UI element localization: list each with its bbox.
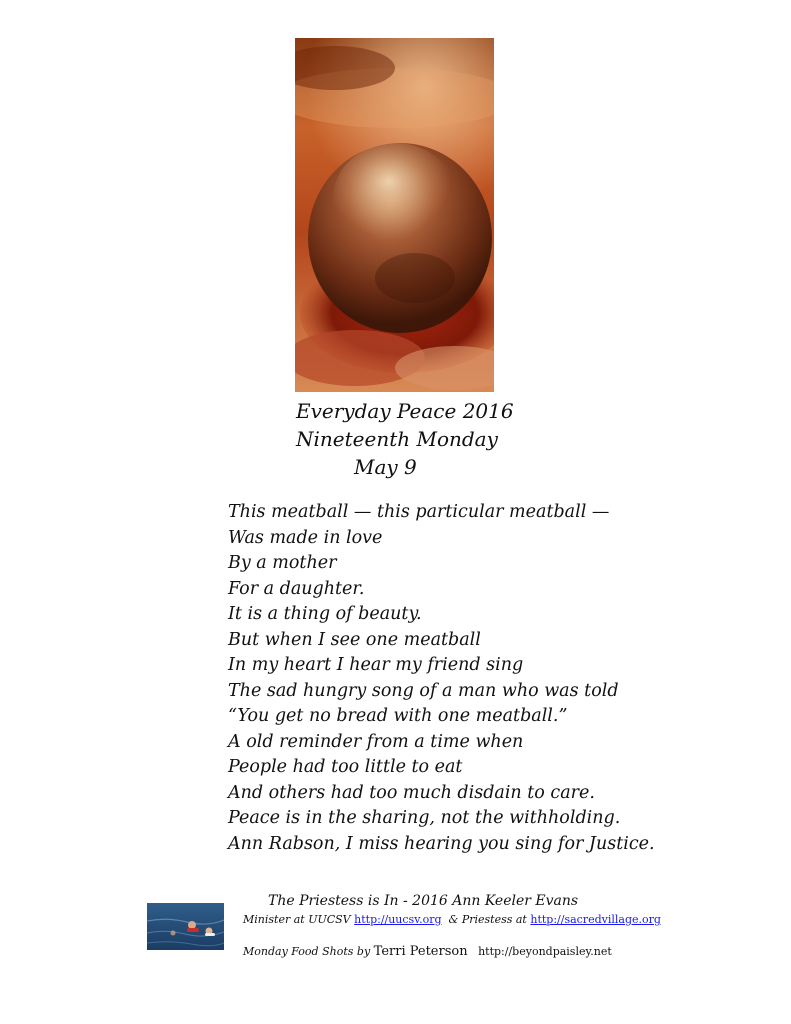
sacredvillage-link[interactable]: http://sacredvillage.org — [530, 913, 661, 926]
title-everyday-peace: Everyday Peace 2016 — [296, 399, 514, 423]
poem-line: A old reminder from a time when — [228, 731, 524, 752]
poem-line: People had too little to eat — [228, 757, 463, 777]
title-nineteenth-monday: Nineteenth Monday — [296, 427, 498, 451]
poem-line: But when I see one meatball — [228, 629, 481, 650]
poem-line: In my heart I hear my friend sing — [228, 655, 524, 675]
poem — [228, 500, 768, 857]
uucsv-link[interactable]: http://uucsv.org — [354, 913, 442, 926]
title-date: May 9 — [354, 455, 417, 479]
poem-line: By a mother — [228, 553, 337, 573]
footer-credit: The Priestess is In - 2016 Ann Keeler Evans — [268, 893, 579, 909]
poem-line: And others had too much disdain to care. — [228, 782, 595, 803]
swimmers-thumbnail — [147, 903, 224, 950]
poem-line: The sad hungry song of a man who was told — [228, 680, 619, 701]
food-shots-label: Monday Food Shots by — [243, 945, 371, 958]
minister-label: Minister at UUCSV — [243, 913, 351, 926]
footer-affiliations — [243, 913, 661, 926]
priestess-label: & Priestess at — [448, 913, 527, 926]
photographer-site: http://beyondpaisley.net — [478, 945, 612, 958]
poem-line: “You get no bread with one meatball.” — [228, 706, 568, 726]
meatball-photo — [295, 38, 494, 392]
poem-line: Was made in love — [228, 527, 383, 548]
poem-line: Ann Rabson, I miss hearing you sing for Justice. — [228, 833, 655, 854]
food-shots-credit — [243, 944, 612, 959]
poem-line: Peace is in the sharing, not the withholding. — [228, 808, 621, 828]
poem-line: This meatball — this particular meatball — — [228, 502, 610, 522]
poem-line: For a daughter. — [228, 578, 365, 599]
photographer-name: Terri Peterson — [373, 944, 468, 959]
poem-line: It is a thing of beauty. — [228, 604, 422, 624]
